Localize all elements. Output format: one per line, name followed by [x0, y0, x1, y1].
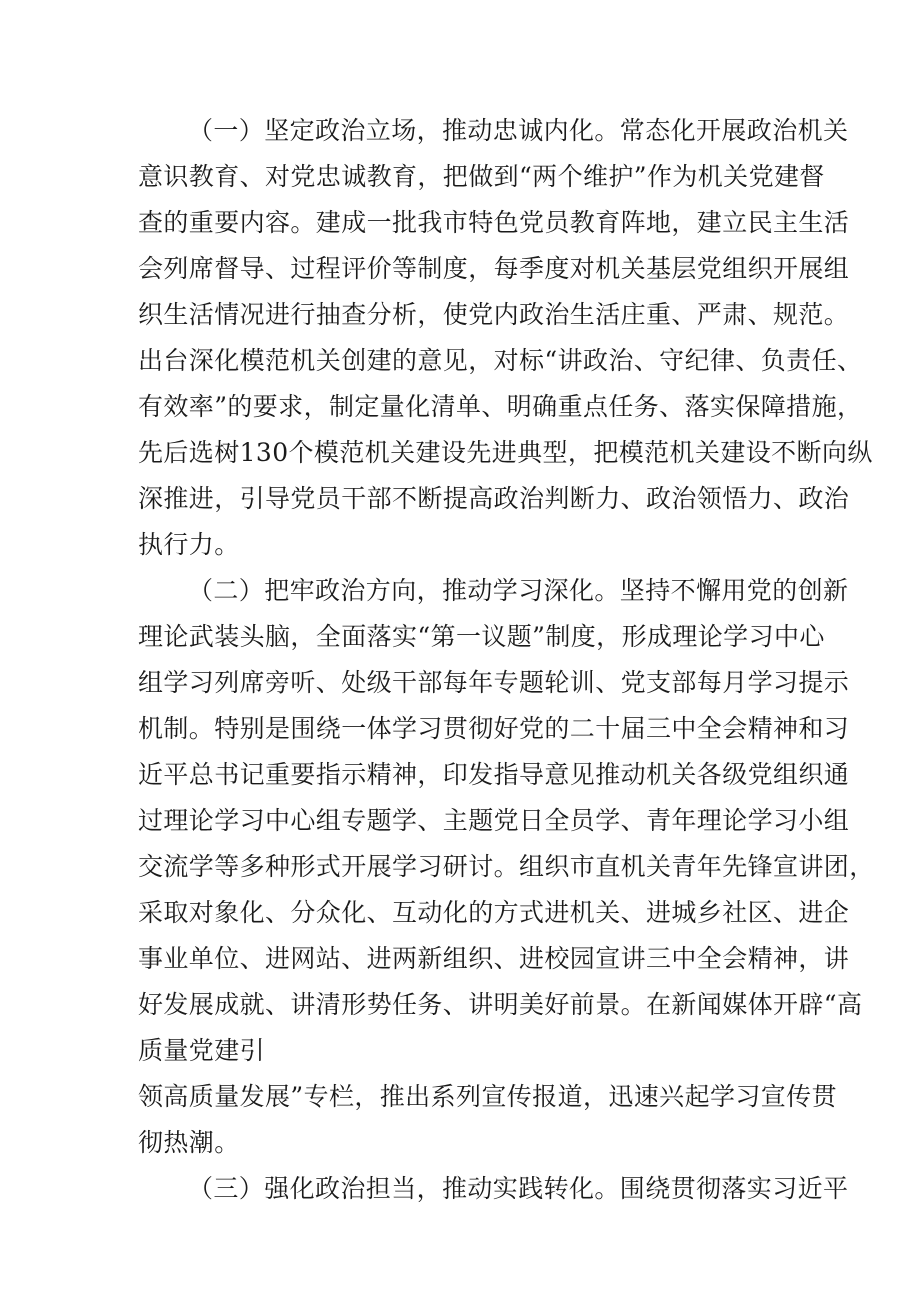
text-line: 有效率”的要求，制定量化清单、明确重点任务、落实保障措施，: [138, 392, 863, 421]
text-line: 过理论学习中心组专题学、主题党日全员学、青年理论学习小组: [138, 806, 850, 835]
paragraph-2-heading-line: （二）把牢政治方向，推动学习深化。坚持不懈用党的创新: [188, 576, 849, 605]
text-line: 意识教育、对党忠诚教育，把做到“两个维护”作为机关党建督: [138, 162, 825, 191]
text-line: 事业单位、进网站、进两新组织、进校园宣讲三中全会精神，讲: [138, 944, 850, 973]
text-line: 出台深化模范机关创建的意见，对标“讲政治、守纪律、负责任、: [138, 346, 863, 375]
paragraph-1-heading-line: （一）坚定政治立场，推动忠诚内化。常态化开展政治机关: [188, 116, 849, 145]
text-line: 深推进，引导党员干部不断提高政治判断力、政治领悟力、政治: [138, 484, 850, 513]
text-line: 好发展成就、讲清形势任务、讲明美好前景。在新闻媒体开辟“高: [138, 990, 863, 1019]
text-line: 领高质量发展”专栏，推出系列宣传报道，迅速兴起学习宣传贯: [138, 1082, 837, 1111]
text-line: 交流学等多种形式开展学习研讨。组织市直机关青年先锋宣讲团，: [138, 852, 875, 881]
text-line: 彻热潮。: [138, 1128, 240, 1157]
paragraph-3-heading-line: （三）强化政治担当，推动实践转化。围绕贯彻落实习近平: [188, 1174, 849, 1203]
text-line: 理论武装头脑，全面落实“第一议题”制度，形成理论学习中心: [138, 622, 825, 651]
text-line: 采取对象化、分众化、互动化的方式进机关、进城乡社区、进企: [138, 898, 850, 927]
text-line: 机制。特别是围绕一体学习贯彻好党的二十届三中全会精神和习: [138, 714, 850, 743]
text-line: 执行力。: [138, 530, 240, 559]
text-line: 先后选树130个模范机关建设先进典型，把模范机关建设不断向纵: [138, 438, 873, 467]
text-line: 会列席督导、过程评价等制度，每季度对机关基层党组织开展组: [138, 254, 850, 283]
text-line: 近平总书记重要指示精神，印发指导意见推动机关各级党组织通: [138, 760, 850, 789]
text-line: 织生活情况进行抽查分析，使党内政治生活庄重、严肃、规范。: [138, 300, 850, 329]
text-line: 组学习列席旁听、处级干部每年专题轮训、党支部每月学习提示: [138, 668, 850, 697]
text-line: 质量党建引: [138, 1036, 266, 1065]
text-line: 查的重要内容。建成一批我市特色党员教育阵地，建立民主生活: [138, 208, 850, 237]
